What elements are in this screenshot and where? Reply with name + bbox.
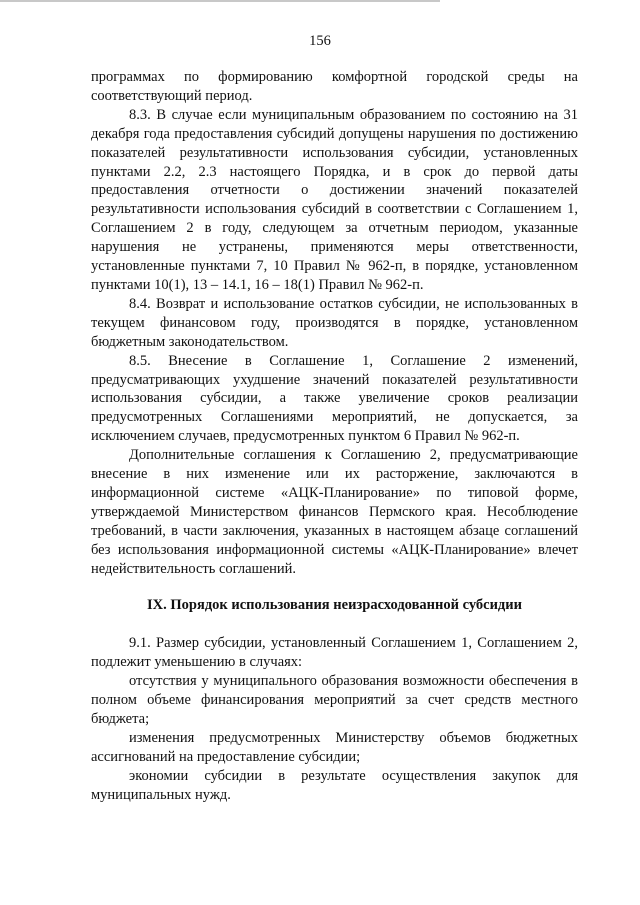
scan-top-edge — [0, 0, 440, 2]
section-heading: IX. Порядок использования неизрасходованной субсидии — [147, 597, 522, 614]
list-item-case-1: отсутствия у муниципального образования возможности обеспечения в полном объеме финансирования мероприятий за счет средств местного бюджета; — [91, 673, 578, 727]
list-item-case-3: экономии субсидии в результате осуществления закупок для муниципальных нужд. — [91, 767, 578, 803]
paragraph-8-4: 8.4. Возврат и использование остатков субсидии, не использованных в текущем финансовом году, производятся в порядке, установленном бюджетным законодательством. — [91, 295, 578, 350]
document-body — [91, 68, 578, 805]
paragraph-continuation: программах по формированию комфортной городской среды на соответствующий период. — [91, 69, 578, 104]
paragraph-8-5: 8.5. Внесение в Соглашение 1, Соглашение 2 изменений, предусматривающих ухудшение значений показателей результативности использования субсидии, а также увеличение сроков реализации предусмотренных Соглашениями мероприятий, не допускается, за исключением случаев, предусмотренных пунктом 6 Правил № 962-п. — [91, 352, 578, 445]
paragraph-additional-agreements: Дополнительные соглашения к Соглашению 2, предусматривающие внесение в них изменение или их расторжение, заключаются в информационной системе «АЦК-Планирование» по типовой форме, утверждаемой Министерством финансов Пермского края. Несоблюдение требований, в части заключения, указанных в настоящем абзаце соглашений без использования информационной системы «АЦК-Планирование» влечет недействительность соглашений. — [91, 447, 578, 577]
paragraph-8-3: 8.3. В случае если муниципальным образованием по состоянию на 31 декабря года предоставления субсидий допущены нарушения по достижению показателей результативности использования субсидии, установленных пунктами 2.2, 2.3 настоящего Порядка, и в срок до первой даты предоставления отчетности о достижении значений показателей результативности использования субсидий в соответствии с Соглашением 1, Соглашением 2 в году, следующем за отчетным периодом, указанные нарушения не устранены, применяются меры ответственности, установленные пунктами 7, 10 Правил № 962-п, в порядке, установленном пунктами 10(1), 13 – 14.1, 16 – 18(1) Правил № 962-п. — [91, 106, 578, 293]
paragraph-9-1: 9.1. Размер субсидии, установленный Соглашением 1, Соглашением 2, подлежит уменьшению в случаях: — [91, 635, 578, 671]
page-number: 156 — [309, 33, 331, 49]
list-item-case-2: изменения предусмотренных Министерству объемов бюджетных ассигнований на предоставление субсидии; — [91, 729, 578, 765]
